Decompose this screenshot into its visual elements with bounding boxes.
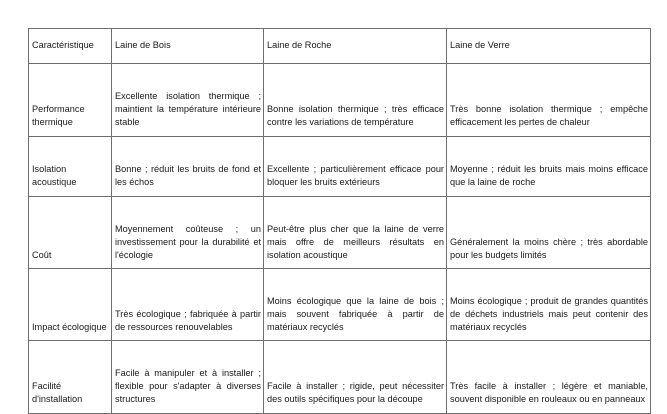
table-cell: Généralement la moins chère ; très abordable pour les budgets limités: [447, 197, 651, 269]
table-cell: Bonne ; réduit les bruits de fond et les échos: [112, 137, 264, 197]
row-label-facilite-installation: Facilité d'installation: [29, 341, 112, 414]
table-cell: Facile à installer ; rigide, peut nécessiter des outils spécifiques pour la découpe: [264, 341, 447, 414]
row-label-cout: Coût: [29, 197, 112, 269]
table-cell: Moins écologique que la laine de bois ; mais souvent fabriquée à partir de matériaux recyclés: [264, 269, 447, 341]
table-cell: Très bonne isolation thermique ; empêche efficacement les pertes de chaleur: [447, 64, 651, 137]
table-header-row: [29, 29, 651, 64]
row-label-impact-ecologique: Impact écologique: [29, 269, 112, 341]
table-row: [29, 341, 651, 414]
comparison-table: [28, 28, 651, 414]
table-cell: Peut-être plus cher que la laine de verre mais offre de meilleurs résultats en isolation acoustique: [264, 197, 447, 269]
header-cell-laine-de-bois: Laine de Bois: [112, 29, 264, 64]
table-cell: Bonne isolation thermique ; très efficace contre les variations de température: [264, 64, 447, 137]
table-cell: Très écologique ; fabriquée à partir de ressources renouvelables: [112, 269, 264, 341]
table-cell: Excellente ; particulièrement efficace pour bloquer les bruits extérieurs: [264, 137, 447, 197]
table-cell: Moins écologique ; produit de grandes quantités de déchets industriels mais peut contenir des matériaux recyclés: [447, 269, 651, 341]
table-cell: Facile à manipuler et à installer ; flexible pour s'adapter à diverses structures: [112, 341, 264, 414]
table-row: [29, 137, 651, 197]
header-cell-laine-de-verre: Laine de Verre: [447, 29, 651, 64]
table-row: [29, 64, 651, 137]
table-row: [29, 197, 651, 269]
table-cell: Très facile à installer ; légère et maniable, souvent disponible en rouleaux ou en panneaux: [447, 341, 651, 414]
table-cell: Moyennement coûteuse ; un investissement pour la durabilité et l'écologie: [112, 197, 264, 269]
header-cell-laine-de-roche: Laine de Roche: [264, 29, 447, 64]
row-label-isolation-acoustique: Isolation acoustique: [29, 137, 112, 197]
row-label-performance-thermique: Performance thermique: [29, 64, 112, 137]
table-cell: Excellente isolation thermique ; maintient la température intérieure stable: [112, 64, 264, 137]
table-row: [29, 269, 651, 341]
table-cell: Moyenne ; réduit les bruits mais moins efficace que la laine de roche: [447, 137, 651, 197]
header-cell-caracteristique: Caractéristique: [29, 29, 112, 64]
